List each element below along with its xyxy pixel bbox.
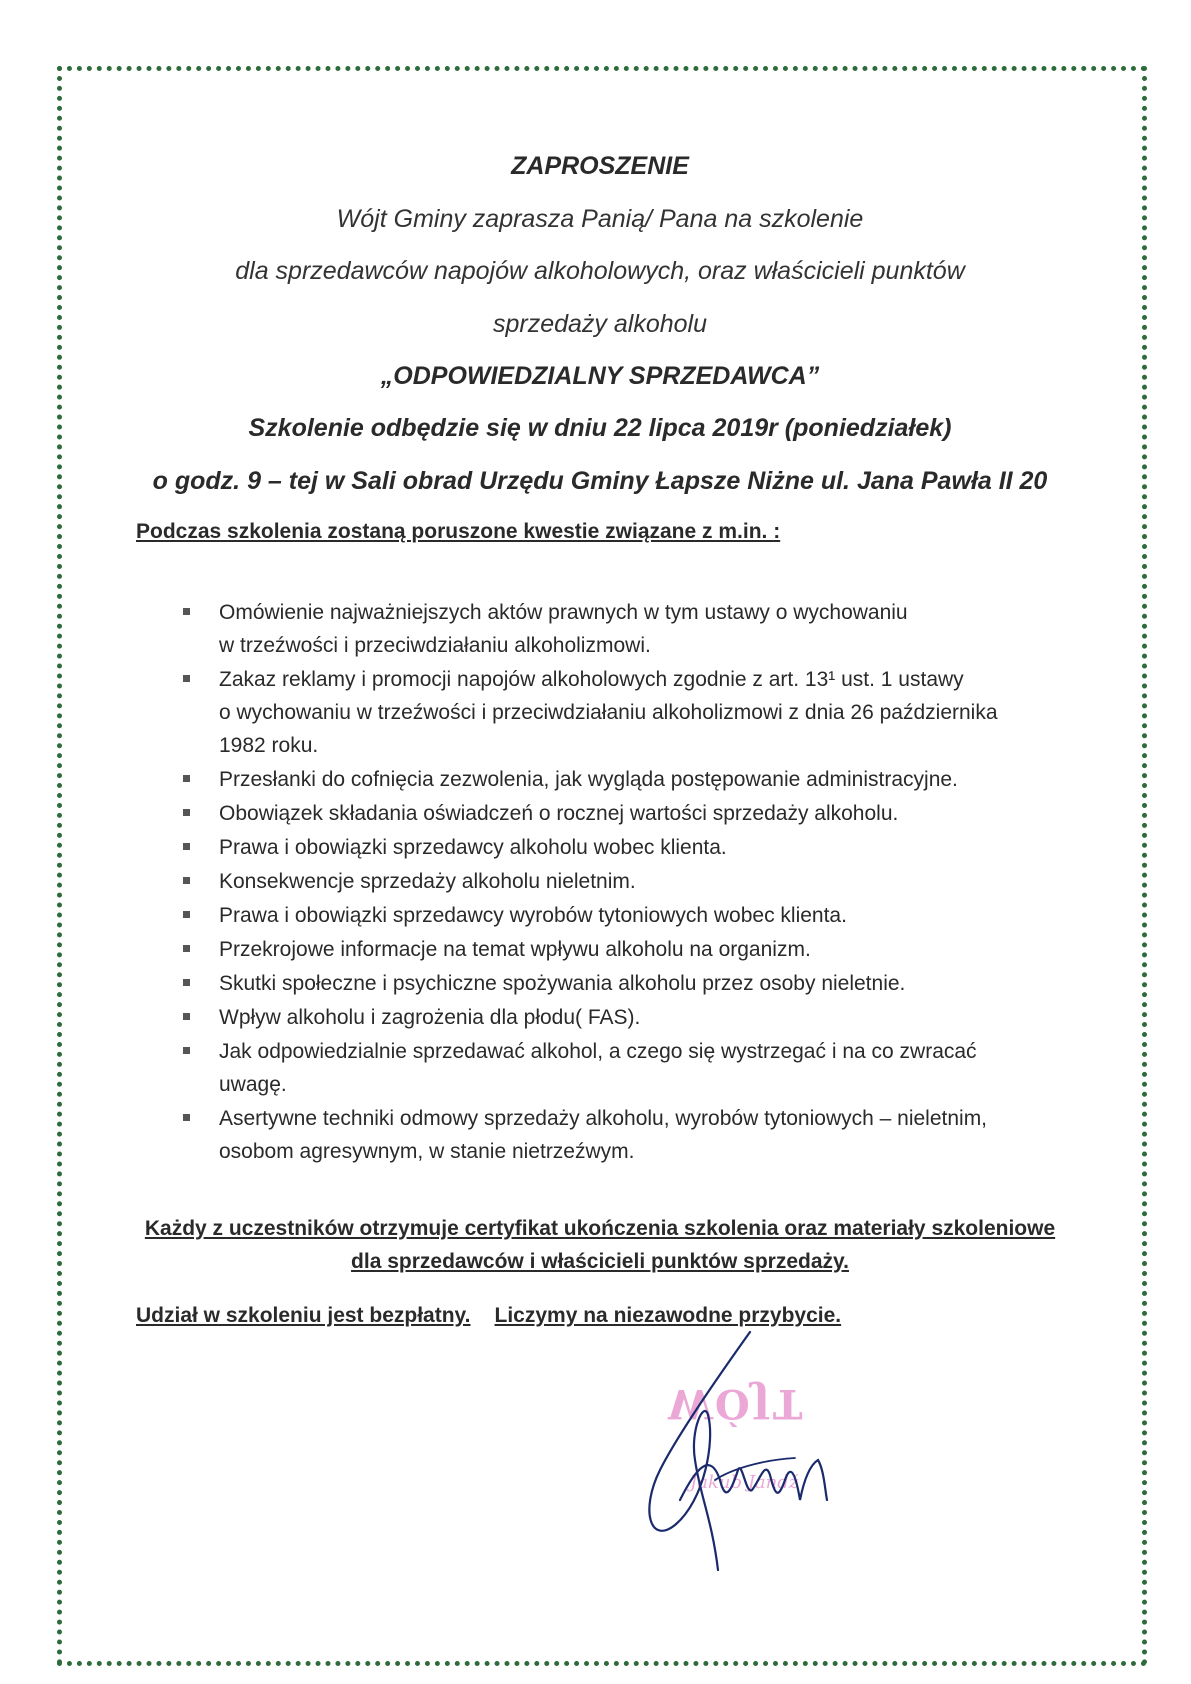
bullet-square-icon bbox=[183, 911, 190, 918]
invitation-line-2: dla sprzedawców napojów alkoholowych, oraz właścicieli punktów bbox=[235, 257, 965, 285]
list-item: Przekrojowe informacje na temat wpływu alkoholu na organizm. bbox=[183, 933, 1083, 966]
certificate-line-2: dla sprzedawców i właścicieli punktów sprzedaży. bbox=[351, 1250, 849, 1273]
invitation-line-1: Wójt Gminy zaprasza Panią/ Pana na szkolenie bbox=[336, 205, 864, 233]
stamp-title: WÓJT bbox=[668, 1380, 805, 1427]
invitation-title: ZAPROSZENIE bbox=[511, 152, 689, 180]
bullet-square-icon bbox=[183, 1047, 190, 1054]
list-item: Asertywne techniki odmowy sprzedaży alkoholu, wyrobów tytoniowych – nieletnim, osobom agresywnym, w stanie nietrzeźwym. bbox=[183, 1102, 1083, 1168]
bullet-square-icon bbox=[183, 675, 190, 682]
place-line: o godz. 9 – tej w Sali obrad Urzędu Gminy Łapsze Niżne ul. Jana Pawła II 20 bbox=[152, 467, 1048, 495]
list-item: Wpływ alkoholu i zagrożenia dla płodu( FAS). bbox=[183, 1001, 1083, 1034]
list-item: Prawa i obowiązki sprzedawcy alkoholu wobec klienta. bbox=[183, 831, 1083, 864]
bullet-square-icon bbox=[183, 877, 190, 884]
topics-list bbox=[183, 596, 1083, 1169]
list-item: Konsekwencje sprzedaży alkoholu nieletnim. bbox=[183, 865, 1083, 898]
handwritten-signature-icon bbox=[620, 1320, 850, 1590]
list-item: Skutki społeczne i psychiczne spożywania alkoholu przez osoby nieletnie. bbox=[183, 967, 1083, 1000]
bullet-square-icon bbox=[183, 843, 190, 850]
list-item: Zakaz reklamy i promocji napojów alkoholowych zgodnie z art. 13¹ ust. 1 ustawy o wychowaniu w trzeźwości i przeciwdziałaniu alkoholizmowi z dnia 26 października 1982 roku. bbox=[183, 663, 1083, 762]
invitation-header bbox=[100, 0, 1100, 520]
signature-block bbox=[620, 1320, 850, 1590]
stamp-name: Jakub Jandź bbox=[690, 1472, 799, 1493]
bullet-square-icon bbox=[183, 809, 190, 816]
list-item: Omówienie najważniejszych aktów prawnych w tym ustawy o wychowaniu w trzeźwości i przeciwdziałaniu alkoholizmowi. bbox=[183, 596, 1083, 662]
list-item: Przesłanki do cofnięcia zezwolenia, jak wygląda postępowanie administracyjne. bbox=[183, 763, 1083, 796]
program-name: „ODPOWIEDZIALNY SPRZEDAWCA” bbox=[380, 362, 820, 390]
bullet-square-icon bbox=[183, 1013, 190, 1020]
bullet-square-icon bbox=[183, 608, 190, 615]
bullet-square-icon bbox=[183, 945, 190, 952]
list-item: Jak odpowiedzialnie sprzedawać alkohol, a czego się wystrzegać i na co zwracać uwagę. bbox=[183, 1035, 1083, 1101]
list-item: Prawa i obowiązki sprzedawcy wyrobów tytoniowych wobec klienta. bbox=[183, 899, 1083, 932]
list-item: Obowiązek składania oświadczeń o rocznej wartości sprzedaży alkoholu. bbox=[183, 797, 1083, 830]
topics-heading: Podczas szkolenia zostaną poruszone kwestie związane z m.in. : bbox=[136, 520, 781, 543]
invitation-line-3: sprzedaży alkoholu bbox=[492, 310, 707, 338]
attendance-request-text: Liczymy na niezawodne przybycie. bbox=[494, 1304, 842, 1327]
date-line: Szkolenie odbędzie się w dniu 22 lipca 2019r (poniedziałek) bbox=[248, 414, 952, 442]
certificate-line-1: Każdy z uczestników otrzymuje certyfikat ukończenia szkolenia oraz materiały szkoleniowe bbox=[144, 1217, 1056, 1240]
bullet-square-icon bbox=[183, 979, 190, 986]
bullet-square-icon bbox=[183, 1114, 190, 1121]
bullet-square-icon bbox=[183, 775, 190, 782]
free-participation-text: Udział w szkoleniu jest bezpłatny. bbox=[136, 1304, 471, 1327]
